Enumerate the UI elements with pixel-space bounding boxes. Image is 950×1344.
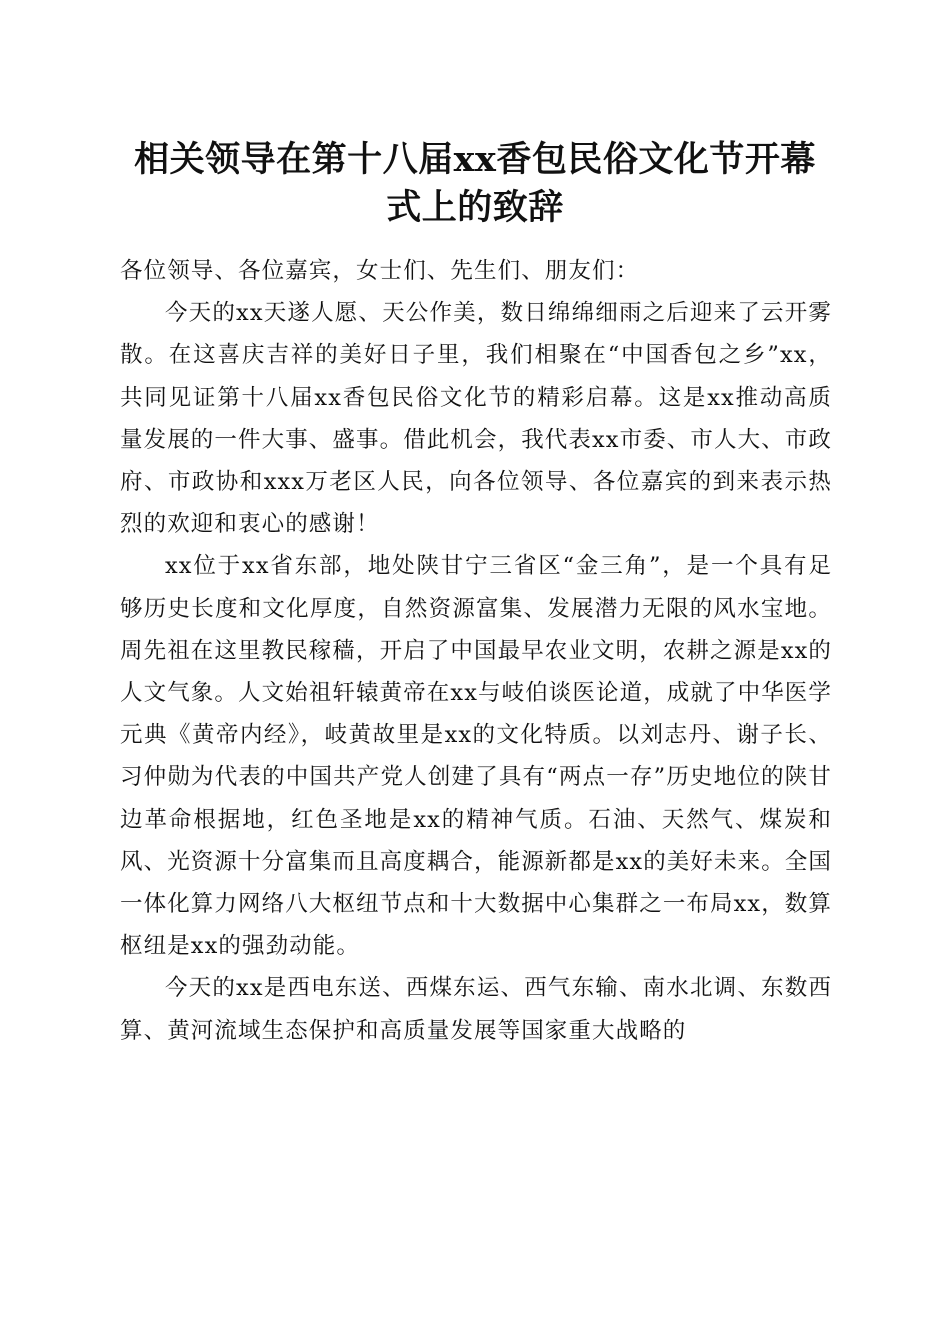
document-title: 相关领导在第十八届xx香包民俗文化节开幕式上的致辞: [134, 139, 816, 228]
paragraph: 今天的xx是西电东送、西煤东运、西气东输、南水北调、东数西算、黄河流域生态保护和高质量发展等国家重大战略的: [120, 975, 832, 1044]
paragraph: 今天的xx天遂人愿、天公作美，数日绵绵细雨之后迎来了云开雾散。在这喜庆吉祥的美好日子里，我们相聚在“中国香包之乡”xx，共同见证第十八届xx香包民俗文化节的精彩启幕。这是xx推动高质量发展的一件大事、盛事。借此机会，我代表xx市委、市人大、市政府、市政协和xxx万老区人民，向各位领导、各位嘉宾的到来表示热烈的欢迎和衷心的感谢！: [120, 300, 832, 538]
document-body: [120, 250, 832, 1052]
paragraph: xx位于xx省东部，地处陕甘宁三省区“金三角”，是一个具有足够历史长度和文化厚度，自然资源富集、发展潜力无限的风水宝地。周先祖在这里教民稼穑，开启了中国最早农业文明，农耕之源是xx的人文气象。人文始祖轩辕黄帝在xx与岐伯谈医论道，成就了中华医学元典《黄帝内经》，岐黄故里是xx的文化特质。以刘志丹、谢子长、习仲勋为代表的中国共产党人创建了具有“两点一存”历史地位的陕甘边革命根据地，红色圣地是xx的精神气质。石油、天然气、煤炭和风、光资源十分富集而且高度耦合，能源新都是xx的美好未来。全国一体化算力网络八大枢纽节点和十大数据中心集群之一布局xx，数算枢纽是xx的强劲动能。: [120, 553, 832, 960]
salutation: 各位领导、各位嘉宾，女士们、先生们、朋友们：: [120, 258, 640, 284]
